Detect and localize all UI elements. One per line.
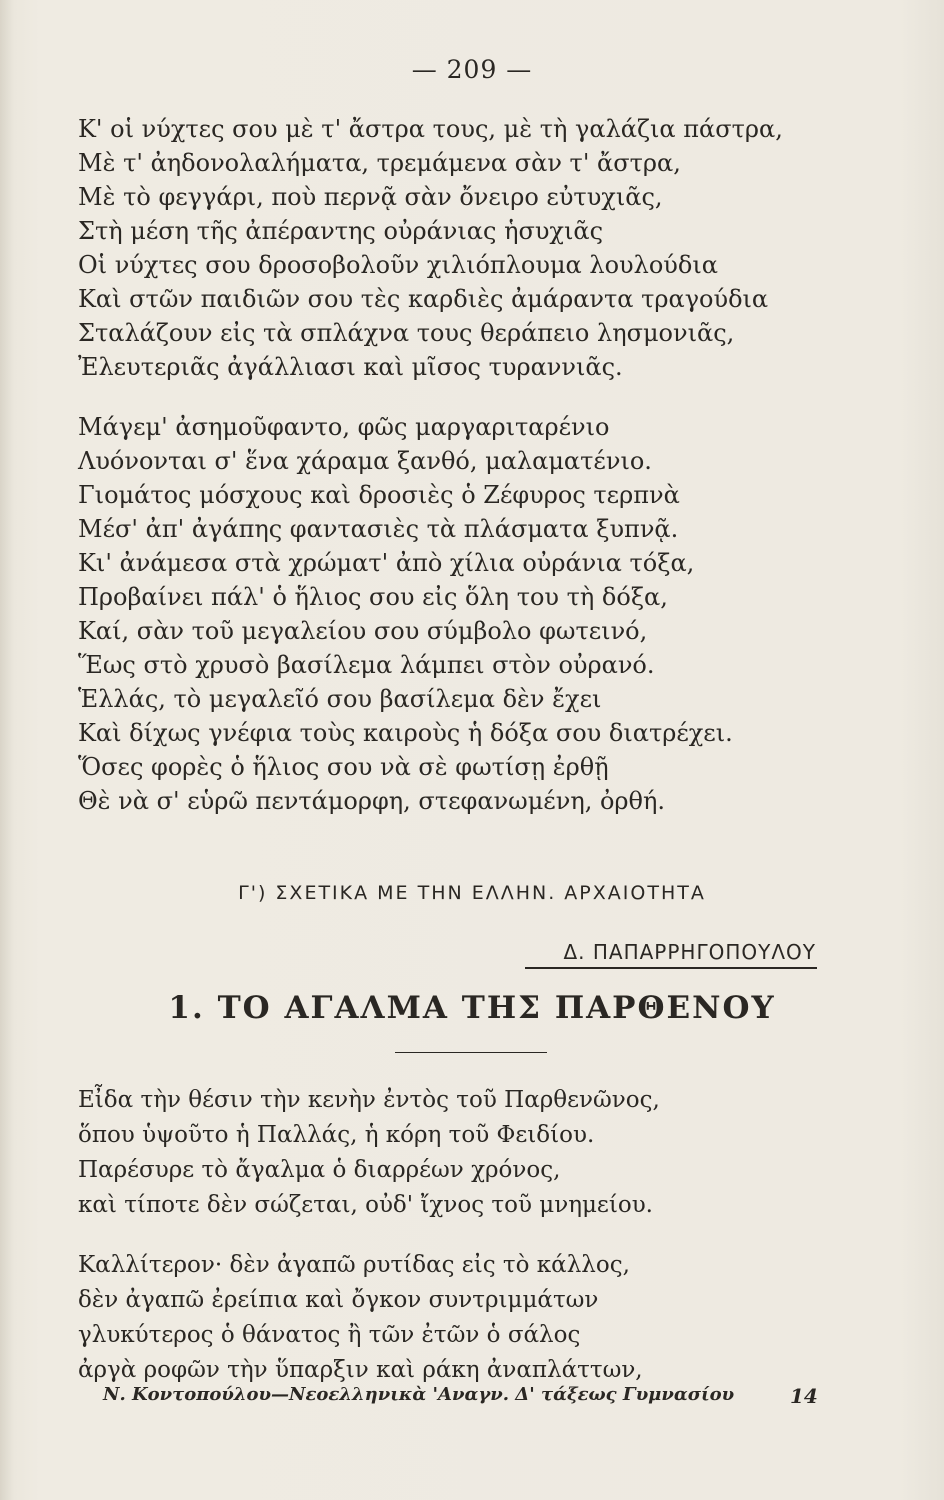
verse-line: καὶ τίποτε δὲν σώζεται, οὐδ' ἴχνος τοῦ μνημείου. bbox=[78, 1192, 653, 1218]
verse-line: Λυόνονται σ' ἕνα χάραμα ξανθό, μαλαματένιο. bbox=[78, 447, 652, 475]
verse-line: Καί, σὰν τοῦ μεγαλείου σου σύμβολο φωτεινό, bbox=[78, 617, 648, 645]
verse-line: Παρέσυρε τὸ ἄγαλμα ὁ διαρρέων χρόνος, bbox=[78, 1157, 561, 1183]
author-name: Δ. ΠΑΠΑΡΡΗΓΟΠΟΥΛΟΥ bbox=[563, 940, 816, 964]
verse-line: Μέσ' ἀπ' ἀγάπης φαντασιὲς τὰ πλάσματα ξυπνᾷ. bbox=[78, 515, 679, 543]
verse-line: Καὶ στῶν παιδιῶν σου τὲς καρδιὲς ἀμάραντα τραγούδια bbox=[78, 285, 769, 313]
verse-line: Προβαίνει πάλ' ὁ ἥλιος σου εἰς ὅλη του τὴ δόξα, bbox=[78, 583, 668, 611]
page-number: — 209 — bbox=[411, 55, 533, 84]
title-divider bbox=[395, 1052, 547, 1053]
verse-line: Εἶδα τὴν θέσιν τὴν κενὴν ἐντὸς τοῦ Παρθενῶνος, bbox=[78, 1087, 660, 1113]
poem-title: 1. ΤΟ ΑΓΑΛΜΑ ΤΗΣ ΠΑΡΘΕΝΟΥ bbox=[168, 990, 776, 1026]
verse-line: Ἐλευτεριᾶς ἀγάλλιασι καὶ μῖσος τυραννιᾶς. bbox=[78, 353, 623, 381]
verse-line: Ἑλλάς, τὸ μεγαλεῖό σου βασίλεμα δὲν ἔχει bbox=[78, 685, 602, 713]
verse-line: Ἕως στὸ χρυσὸ βασίλεμα λάμπει στὸν οὐρανό. bbox=[78, 651, 655, 679]
stanza-2 bbox=[78, 410, 898, 818]
verse-line: Θὲ νὰ σ' εὑρῶ πεντάμορφη, στεφανωμένη, ὀρθή. bbox=[78, 787, 665, 815]
verse-line: δὲν ἀγαπῶ ἐρείπια καὶ ὄγκον συντριμμάτων bbox=[78, 1287, 599, 1313]
stanza-1 bbox=[78, 112, 898, 384]
verse-line: Μάγεμ' ἀσημοῦφαντο, φῶς μαργαριταρένιο bbox=[78, 413, 610, 441]
verse-line: Οἱ νύχτες σου δροσοβολοῦν χιλιόπλουμα λουλούδια bbox=[78, 251, 718, 279]
verse-line: ὅπου ὑψοῦτο ἡ Παλλάς, ἡ κόρη τοῦ Φειδίου. bbox=[78, 1122, 595, 1148]
footer-sheet-number: 14 bbox=[790, 1384, 818, 1408]
verse-line: Κ' οἱ νύχτες σου μὲ τ' ἄστρα τους, μὲ τὴ γαλάζια πάστρα, bbox=[78, 115, 783, 143]
verse-line: Στὴ μέση τῆς ἀπέραντης οὐράνιας ἡσυχιᾶς bbox=[78, 217, 604, 245]
verse-line: Σταλάζουν εἰς τὰ σπλάχνα τους θεράπειο λησμονιᾶς, bbox=[78, 319, 735, 347]
verse-line: Μὲ τ' ἀηδονολαλήματα, τρεμάμενα σὰν τ' ἄστρα, bbox=[78, 149, 681, 177]
stanza-4 bbox=[78, 1248, 898, 1388]
verse-line: Καὶ δίχως γνέφια τοὺς καιροὺς ἡ δόξα σου διατρέχει. bbox=[78, 719, 733, 747]
verse-line: Γιομάτος μόσχους καὶ δροσιὲς ὁ Ζέφυρος τερπνὰ bbox=[78, 481, 680, 509]
verse-line: γλυκύτερος ὁ θάνατος ἢ τῶν ἐτῶν ὁ σάλος bbox=[78, 1322, 581, 1348]
verse-line: ἀργὰ ροφῶν τὴν ὕπαρξιν καὶ ράκη ἀναπλάττων, bbox=[78, 1357, 643, 1383]
footer-signature: Ν. Κοντοπούλου—Νεοελληνικὰ 'Αναγν. Δ' τάξεως Γυμνασίου bbox=[103, 1384, 735, 1405]
verse-line: Κι' ἀνάμεσα στὰ χρώματ' ἀπὸ χίλια οὐράνια τόξα, bbox=[78, 549, 695, 577]
stanza-3 bbox=[78, 1083, 898, 1223]
verse-line: Καλλίτερον· δὲν ἀγαπῶ ρυτίδας εἰς τὸ κάλλος, bbox=[78, 1252, 630, 1278]
author-underline bbox=[525, 967, 817, 969]
section-heading: Γ') ΣΧΕΤΙΚΑ ΜΕ ΤΗΝ ΕΛΛΗΝ. ΑΡΧΑΙΟΤΗΤΑ bbox=[238, 882, 706, 904]
verse-line: Μὲ τὸ φεγγάρι, ποὺ περνᾷ σὰν ὄνειρο εὐτυχιᾶς, bbox=[78, 183, 663, 211]
verse-line: Ὅσες φορὲς ὁ ἥλιος σου νὰ σὲ φωτίσῃ ἐρθῇ bbox=[78, 753, 609, 781]
